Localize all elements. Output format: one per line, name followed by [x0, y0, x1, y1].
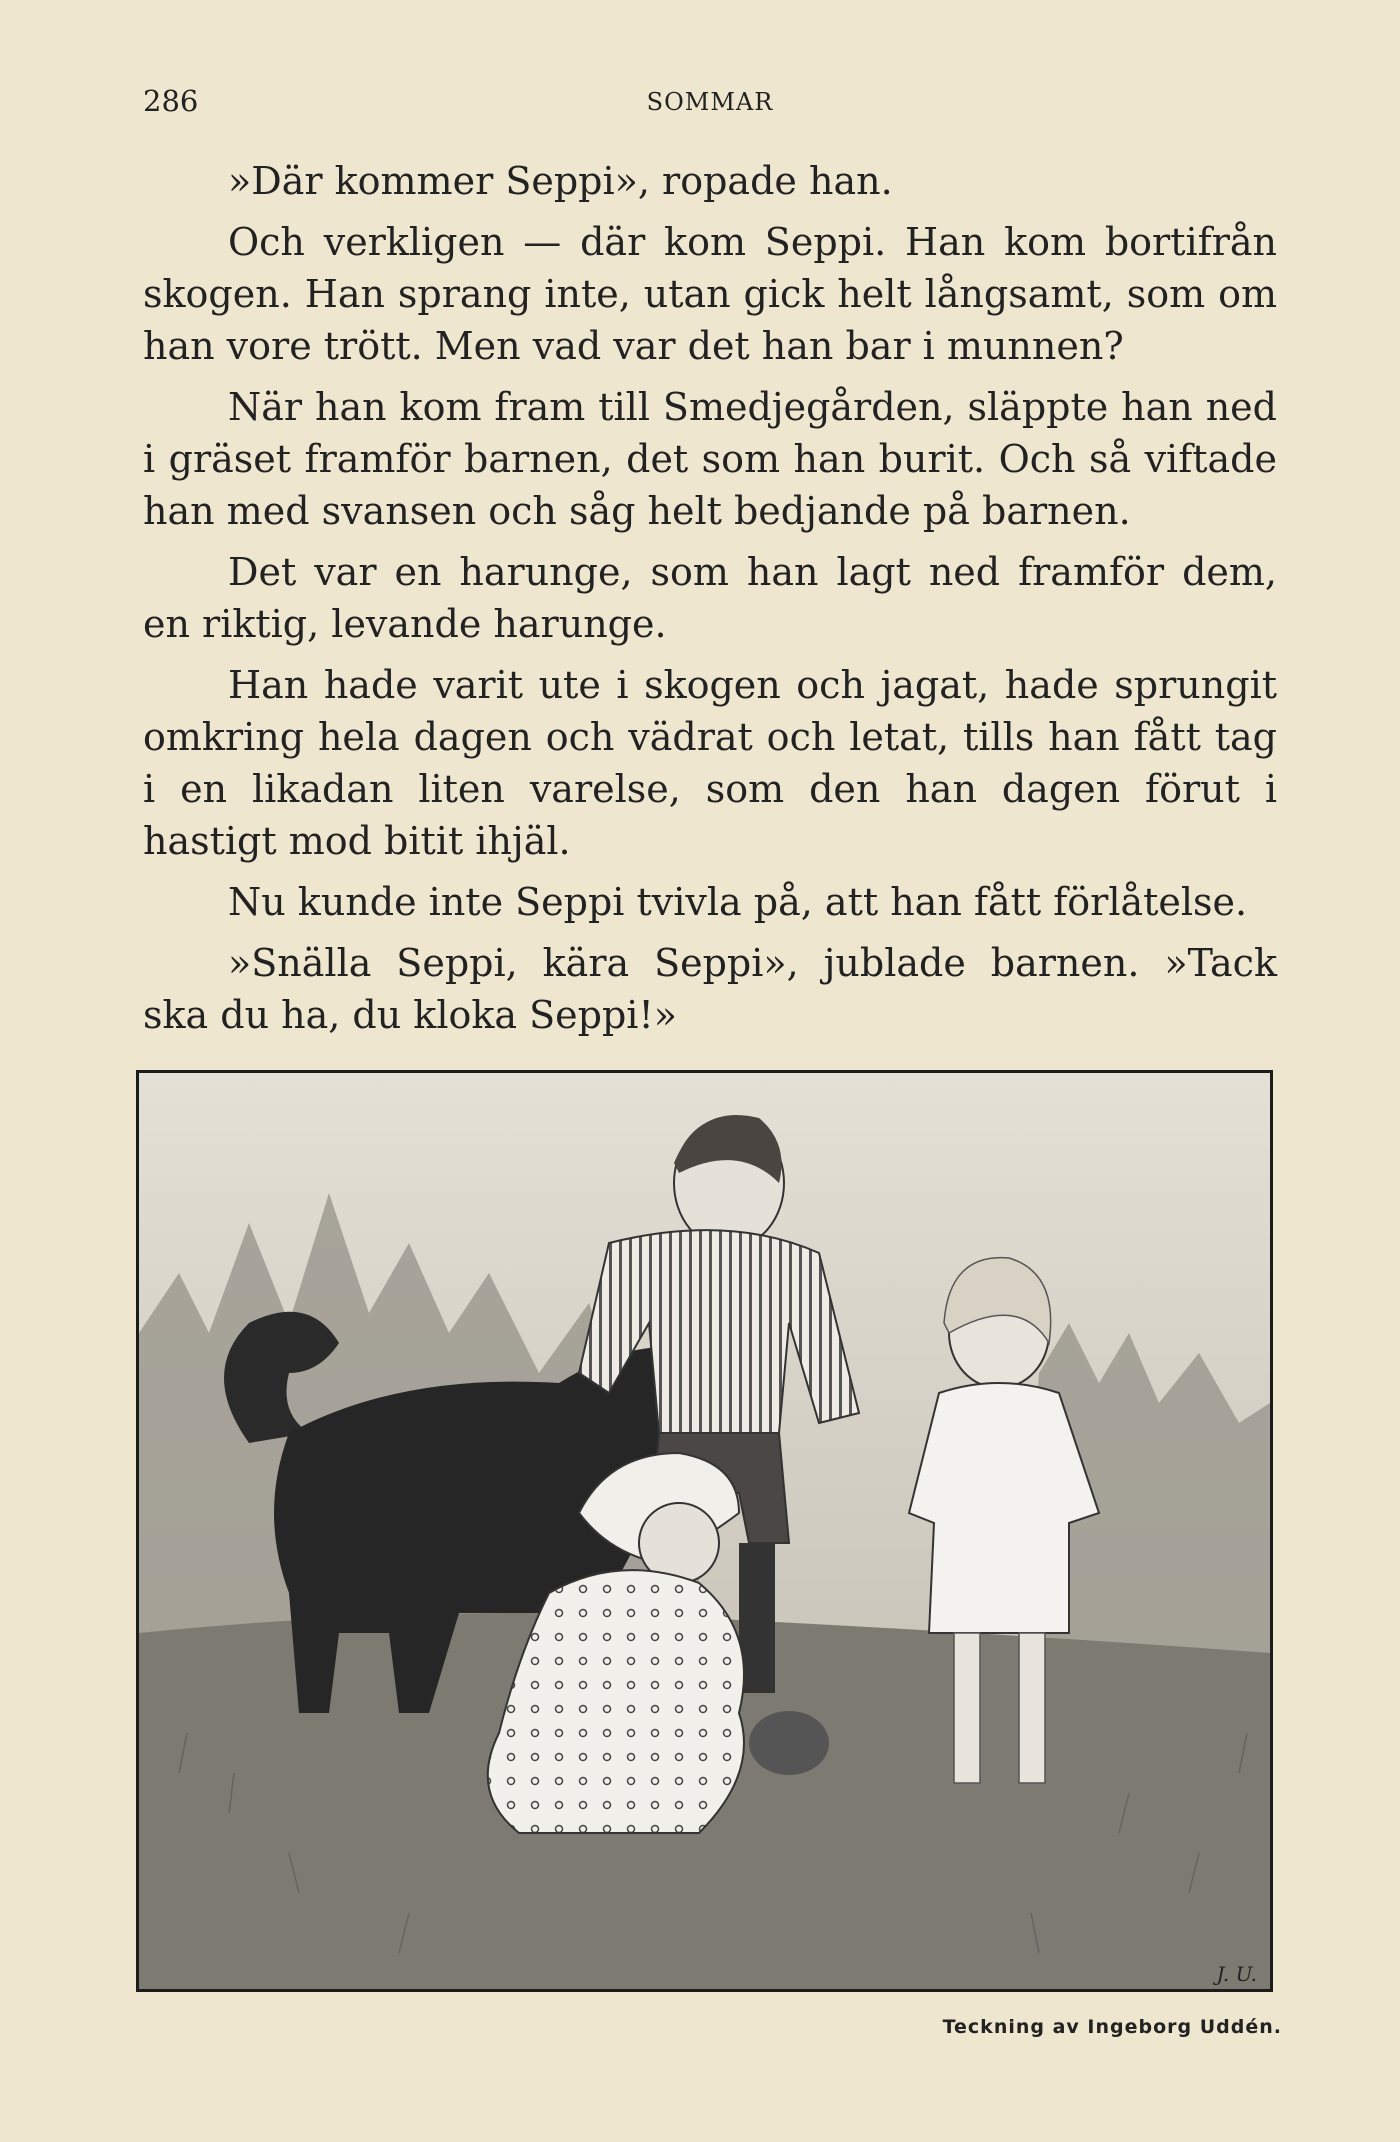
paragraph: Han hade varit ute i skogen och jagat, hade sprungit omkring hela dagen och vädrat och letat, tills han fått tag i en likadan liten varelse, som den han dagen förut i hastigt mod bitit ihjäl.	[143, 663, 1277, 863]
paragraph: »Där kommer Seppi», ropade han.	[228, 159, 893, 203]
hare-figure	[749, 1711, 829, 1775]
illustration-caption: Teckning av Ingeborg Uddén.	[942, 2016, 1282, 2038]
paragraph: Det var en harunge, som han lagt ned framför dem, en riktig, levande harunge.	[143, 550, 1277, 646]
page-header	[143, 84, 1277, 124]
running-head: SOMMAR	[646, 88, 774, 116]
illustration	[136, 1070, 1273, 1992]
paragraph: När han kom fram till Smedjegården, släppte han ned i gräset framför barnen, det som han burit. Och så viftade han med svansen och såg helt bedjande på barnen.	[143, 385, 1277, 533]
page-number: 286	[143, 84, 199, 118]
illustration-drawing	[139, 1073, 1270, 1989]
paragraph: Och verkligen — där kom Seppi. Han kom bortifrån skogen. Han sprang inte, utan gick helt långsamt, som om han vore trött. Men vad var det han bar i munnen?	[143, 220, 1277, 368]
paragraph: »Snälla Seppi, kära Seppi», jublade barnen. »Tack ska du ha, du kloka Seppi!»	[143, 941, 1277, 1037]
body-text	[143, 155, 1277, 1050]
paragraph: Nu kunde inte Seppi tvivla på, att han fått förlåtelse.	[228, 880, 1248, 924]
artist-signature: J. U.	[1216, 1962, 1257, 1986]
